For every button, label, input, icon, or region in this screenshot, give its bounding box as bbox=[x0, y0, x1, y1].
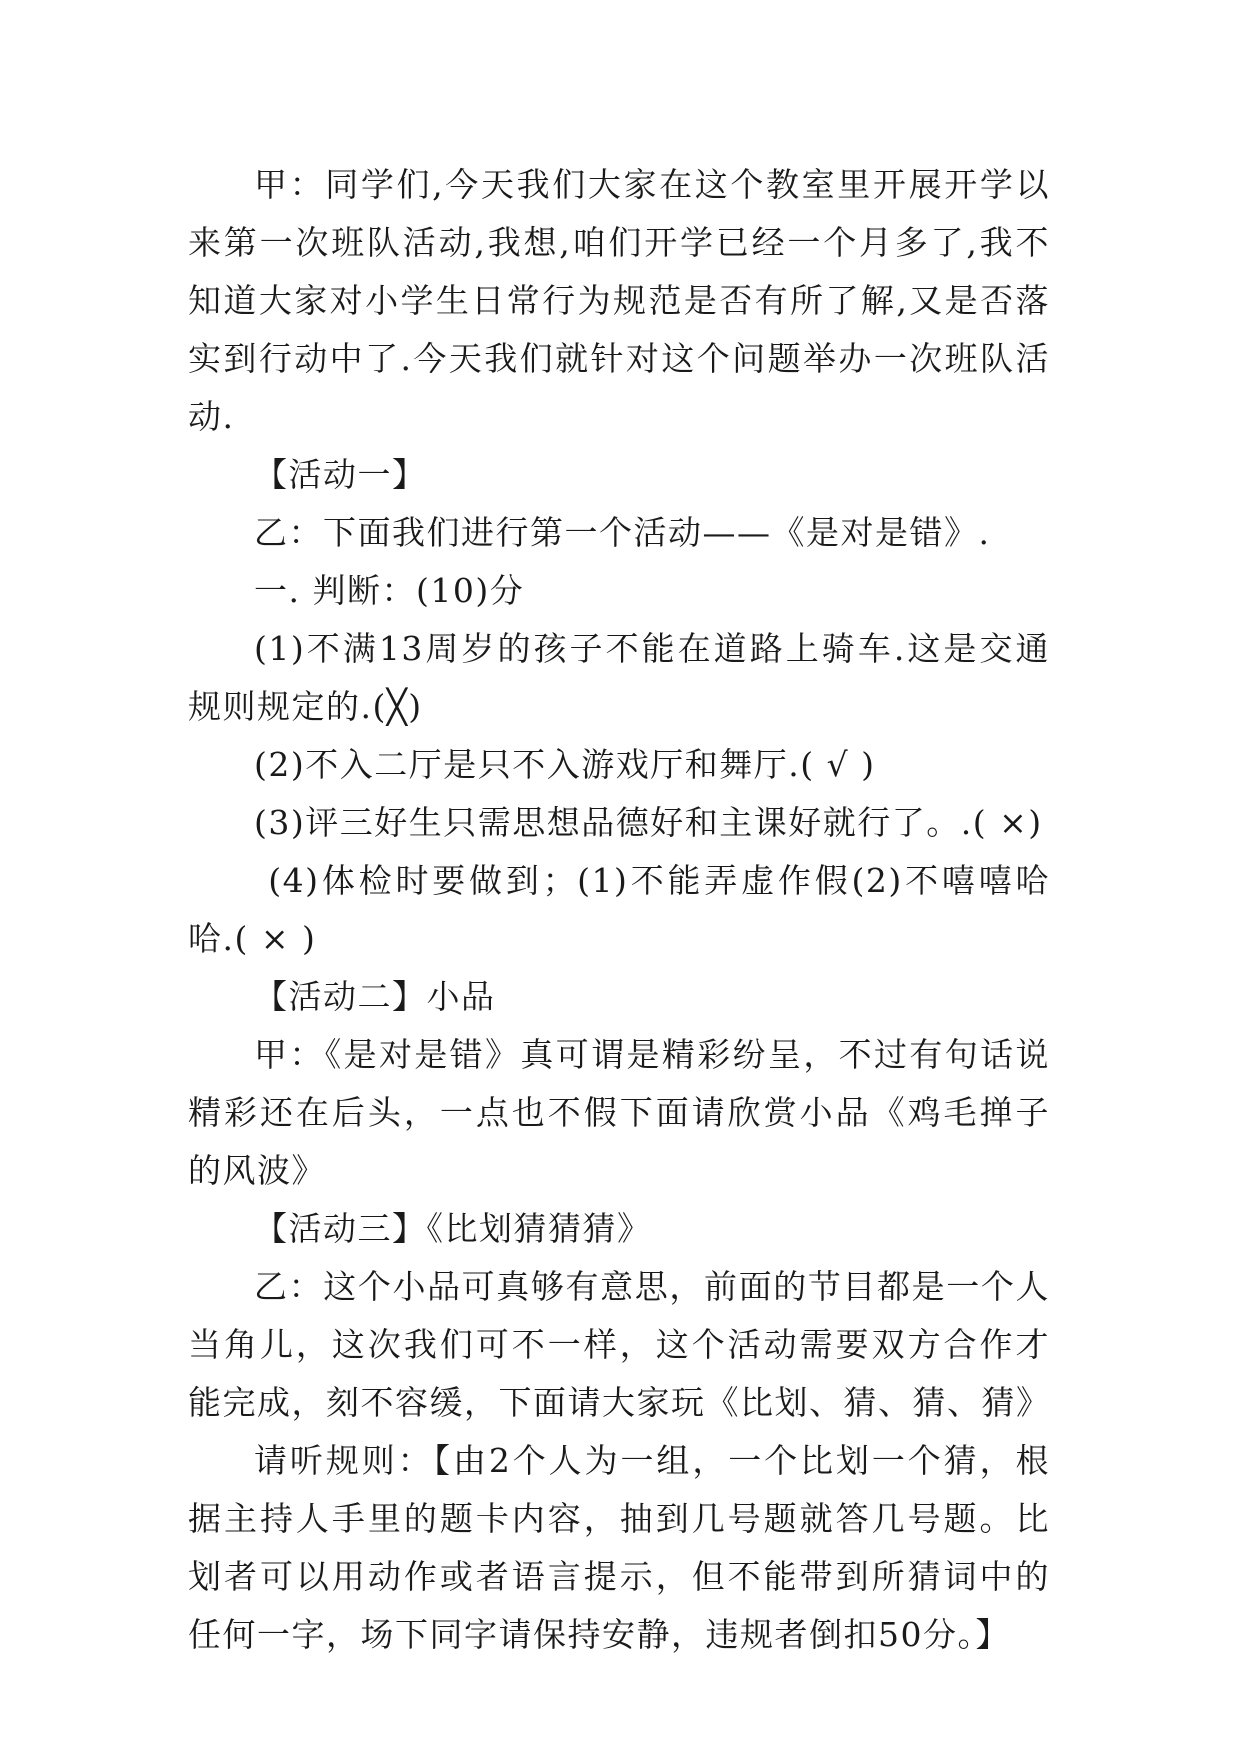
paragraph-opening-speech: 甲：同学们,今天我们大家在这个教室里开展开学以来第一次班队活动,我想,咱们开学已经一个月多了,我不知道大家对小学生日常行为规范是否有所了解,又是否落实到行动中了.今天我们就针对这个问题举办一次班队活动. bbox=[188, 165, 1050, 436]
paragraph-activity-one-intro: 乙：下面我们进行第一个活动——《是对是错》. bbox=[254, 513, 991, 552]
heading-judgment-section: 一. 判断：(10)分 bbox=[254, 571, 525, 610]
paragraph-activity-two-intro: 甲：《是对是错》真可谓是精彩纷呈，不过有句话说精彩还在后头，一点也不假下面请欣赏小品《鸡毛掸子的风波》 bbox=[188, 1035, 1050, 1190]
heading-activity-three: 【活动三】《比划猜猜猜》 bbox=[254, 1209, 652, 1248]
judgment-item-2: (2)不入二厅是只不入游戏厅和舞厅.( √ ) bbox=[254, 745, 876, 784]
judgment-item-4: (4)体检时要做到；(1)不能弄虚作假(2)不嘻嘻哈哈.( × ) bbox=[188, 861, 1050, 958]
heading-activity-two: 【活动二】小品 bbox=[254, 977, 496, 1016]
document-page bbox=[188, 156, 1050, 1664]
heading-activity-one: 【活动一】 bbox=[254, 455, 427, 494]
paragraph-rules: 请听规则：【由2个人为一组，一个比划一个猜，根据主持人手里的题卡内容，抽到几号题就答几号题。比划者可以用动作或者语言提示，但不能带到所猜词中的任何一字，场下同字请保持安静，违规者倒扣50分。】 bbox=[188, 1441, 1050, 1654]
paragraph-activity-three-intro: 乙：这个小品可真够有意思，前面的节目都是一个人当角儿，这次我们可不一样，这个活动需要双方合作才能完成，刻不容缓，下面请大家玩《比划、猜、猜、猜》 bbox=[188, 1267, 1051, 1422]
judgment-item-3: (3)评三好生只需思想品德好和主课好就行了。.( ×) bbox=[254, 803, 1043, 842]
judgment-item-1: (1)不满13周岁的孩子不能在道路上骑车.这是交通规则规定的.(╳) bbox=[188, 629, 1050, 726]
